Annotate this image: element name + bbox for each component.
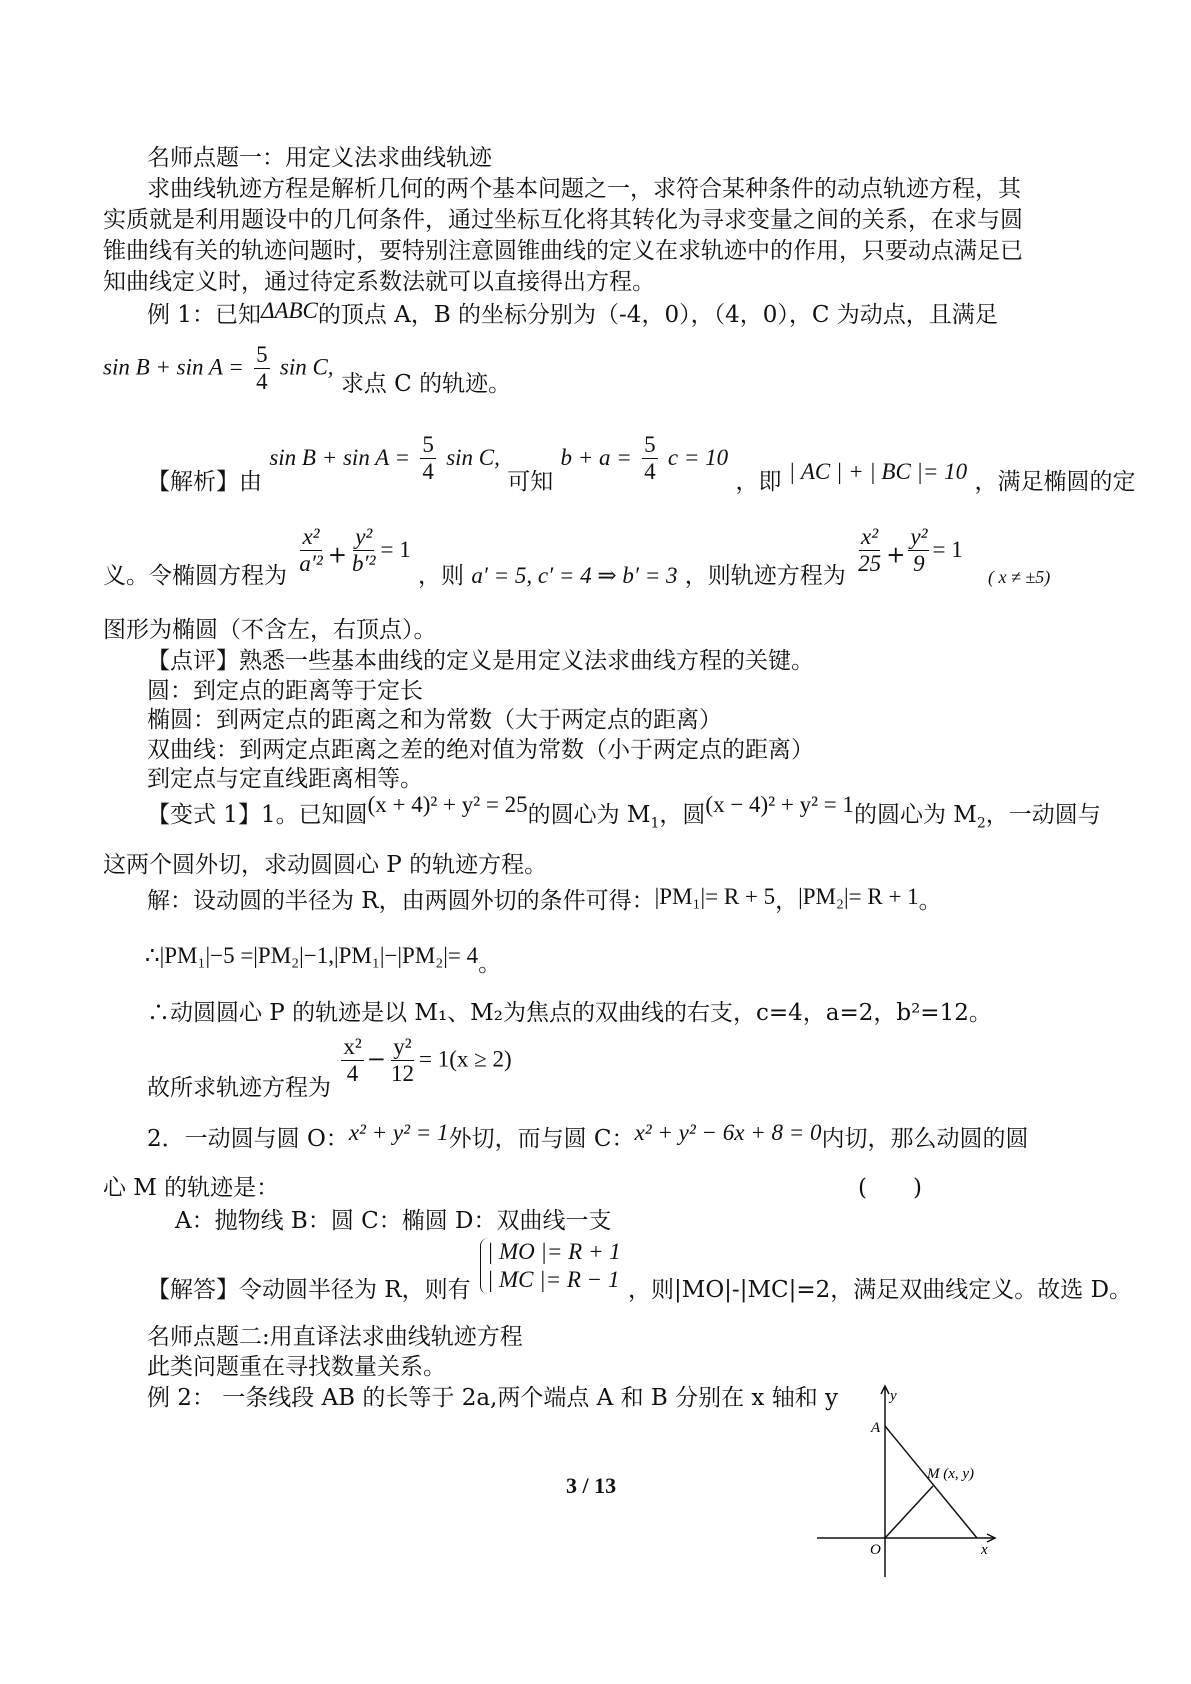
section-2-title: 名师点题二:用直译法求曲线轨迹方程 [147,1324,523,1350]
variant-1-solution: 解：设动圆的半径为 R，由两圆外切的条件可得：|PM₁|= R + 5，|PM₂|= R + 1。 [147,884,942,914]
origin-label: O [870,1542,881,1558]
review-title: 【点评】熟悉一些基本曲线的定义是用定义法求曲线方程的关键。 [147,648,814,674]
variant-1-answer: 故所求轨迹方程为 $\frac{\text{x²}}{4}$ − $\frac{\text{y²}}{12}$ = 1(x ≥ 2) [147,1034,512,1101]
review-item: 圆：到定点的距离等于定长 [147,678,423,704]
example-1-condition: sin B + sin A = $\frac{5}{4}$ sin C, 求点 C 的轨迹。 [103,342,512,397]
answer-blank: ( ) [858,1175,922,1201]
question-2-options: A：抛物线 B：圆 C：椭圆 D：双曲线一支 [175,1208,612,1234]
y-axis-label: y [890,1388,897,1404]
variant-1-conclusion: ∴动圆圆心 P 的轨迹是以 M₁、M₂为焦点的双曲线的右支，c=4，a=2，b²=12。 [147,1000,992,1026]
circle-2-equation: (x − 4)² + y² = 1 [705,792,854,817]
review-item: 双曲线：到两定点距离之差的绝对值为常数（小于两定点的距离） [147,737,814,763]
example-2-line: 例 2： 一条线段 AB 的长等于 2a,两个端点 A 和 B 分别在 x 轴和 y [147,1385,839,1411]
fraction: $\frac{5}{4}$ [256,342,268,394]
section-2-paragraph: 此类问题重在寻找数量关系。 [147,1354,446,1380]
question-2-line: 2．一动圆与圆 O：x² + y² = 1外切，而与圆 C：x² + y² − 6x + 8 = 0内切，那么动圆的圆 [147,1120,1029,1152]
coordinate-figure [815,1382,1005,1582]
review-item: 到定点与定直线距离相等。 [147,766,423,792]
variant-1-line: 【变式 1】1。已知圆(x + 4)² + y² = 25的圆心为 $M_1$，圆(x − 4)² + y² = 1的圆心为 $M_2$，一动圆与 [147,792,1101,832]
circle-1-equation: (x + 4)² + y² = 25 [367,792,528,817]
point-m-label: M (x, y) [927,1466,975,1482]
segment-ab [885,1426,977,1538]
x-axis-label: x [981,1542,988,1558]
variant-1-equation: ∴|PM₁|−5 =|PM₂|−1,|PM₁|−|PM₂|= 4。 [145,943,502,976]
page-number: 3 / 13 [566,1473,617,1498]
paragraph-line: 知曲线定义时，通过待定系数法就可以直接得出方程。 [103,269,655,295]
paragraph-line: 锥曲线有关的轨迹问题时，要特别注意圆锥曲线的定义在求轨迹中的作用，只要动点满足已 [103,238,1023,264]
section-1-title: 名师点题一：用定义法求曲线轨迹 [147,145,492,171]
paragraph-line: 实质就是利用题设中的几何条件，通过坐标互化将其转化为寻求变量之间的关系，在求与圆 [103,207,1023,233]
question-2-line-2: 心 M 的轨迹是： [103,1175,280,1201]
question-2-solution: 【解答】令动圆半径为 R，则有 | MO |= R + 1 | MC |= R − 1 ，则|MO|-|MC|=2，满足双曲线定义。故选 D。 [147,1239,1133,1303]
review-item: 椭圆：到两定点的距离之和为常数（大于两定点的距离） [147,707,722,733]
solution-1-line: 【解析】由 sin B + sin A = $\frac{5}{4}$ sin C, 可知 b + a = $\frac{5}{4}$ c = 10 ，即 | AC | + | BC |= 10 ，满足椭圆的定 [147,432,1136,495]
triangle-abc: ΔABC [260,298,318,323]
equation-system: | MO |= R + 1 | MC |= R − 1 [480,1238,621,1294]
variant-1-line-2: 这两个圆外切，求动圆圆心 P 的轨迹方程。 [103,852,548,878]
paragraph-line: 求曲线轨迹方程是解析几何的两个基本问题之一，求符合某种条件的动点轨迹方程，其 [147,176,1021,202]
segment-om [885,1486,933,1538]
point-a-label: A [871,1420,881,1436]
solution-3-line: 图形为椭圆（不含左，右顶点）。 [103,617,437,643]
example-1-line: 例 1：已知ΔABC的顶点 A，B 的坐标分别为（-4，0），（4，0），C 为动点，且满足 [147,298,998,328]
solution-2-line: 义。令椭圆方程为 $\frac{\text{x²}}{\text{a′²}}$ + $\frac{\text{y²}}{\text{b′²}}$ = 1 ，则 a′ = 5, c′ = 4 ⇒ b′ = 3 ，则轨迹方程为 $\frac{\text{x²}}{25}$ + $\frac{\text{y²}}{9}$ = 1 $_{( x \ne \pm 5)}$ [103,524,1051,589]
